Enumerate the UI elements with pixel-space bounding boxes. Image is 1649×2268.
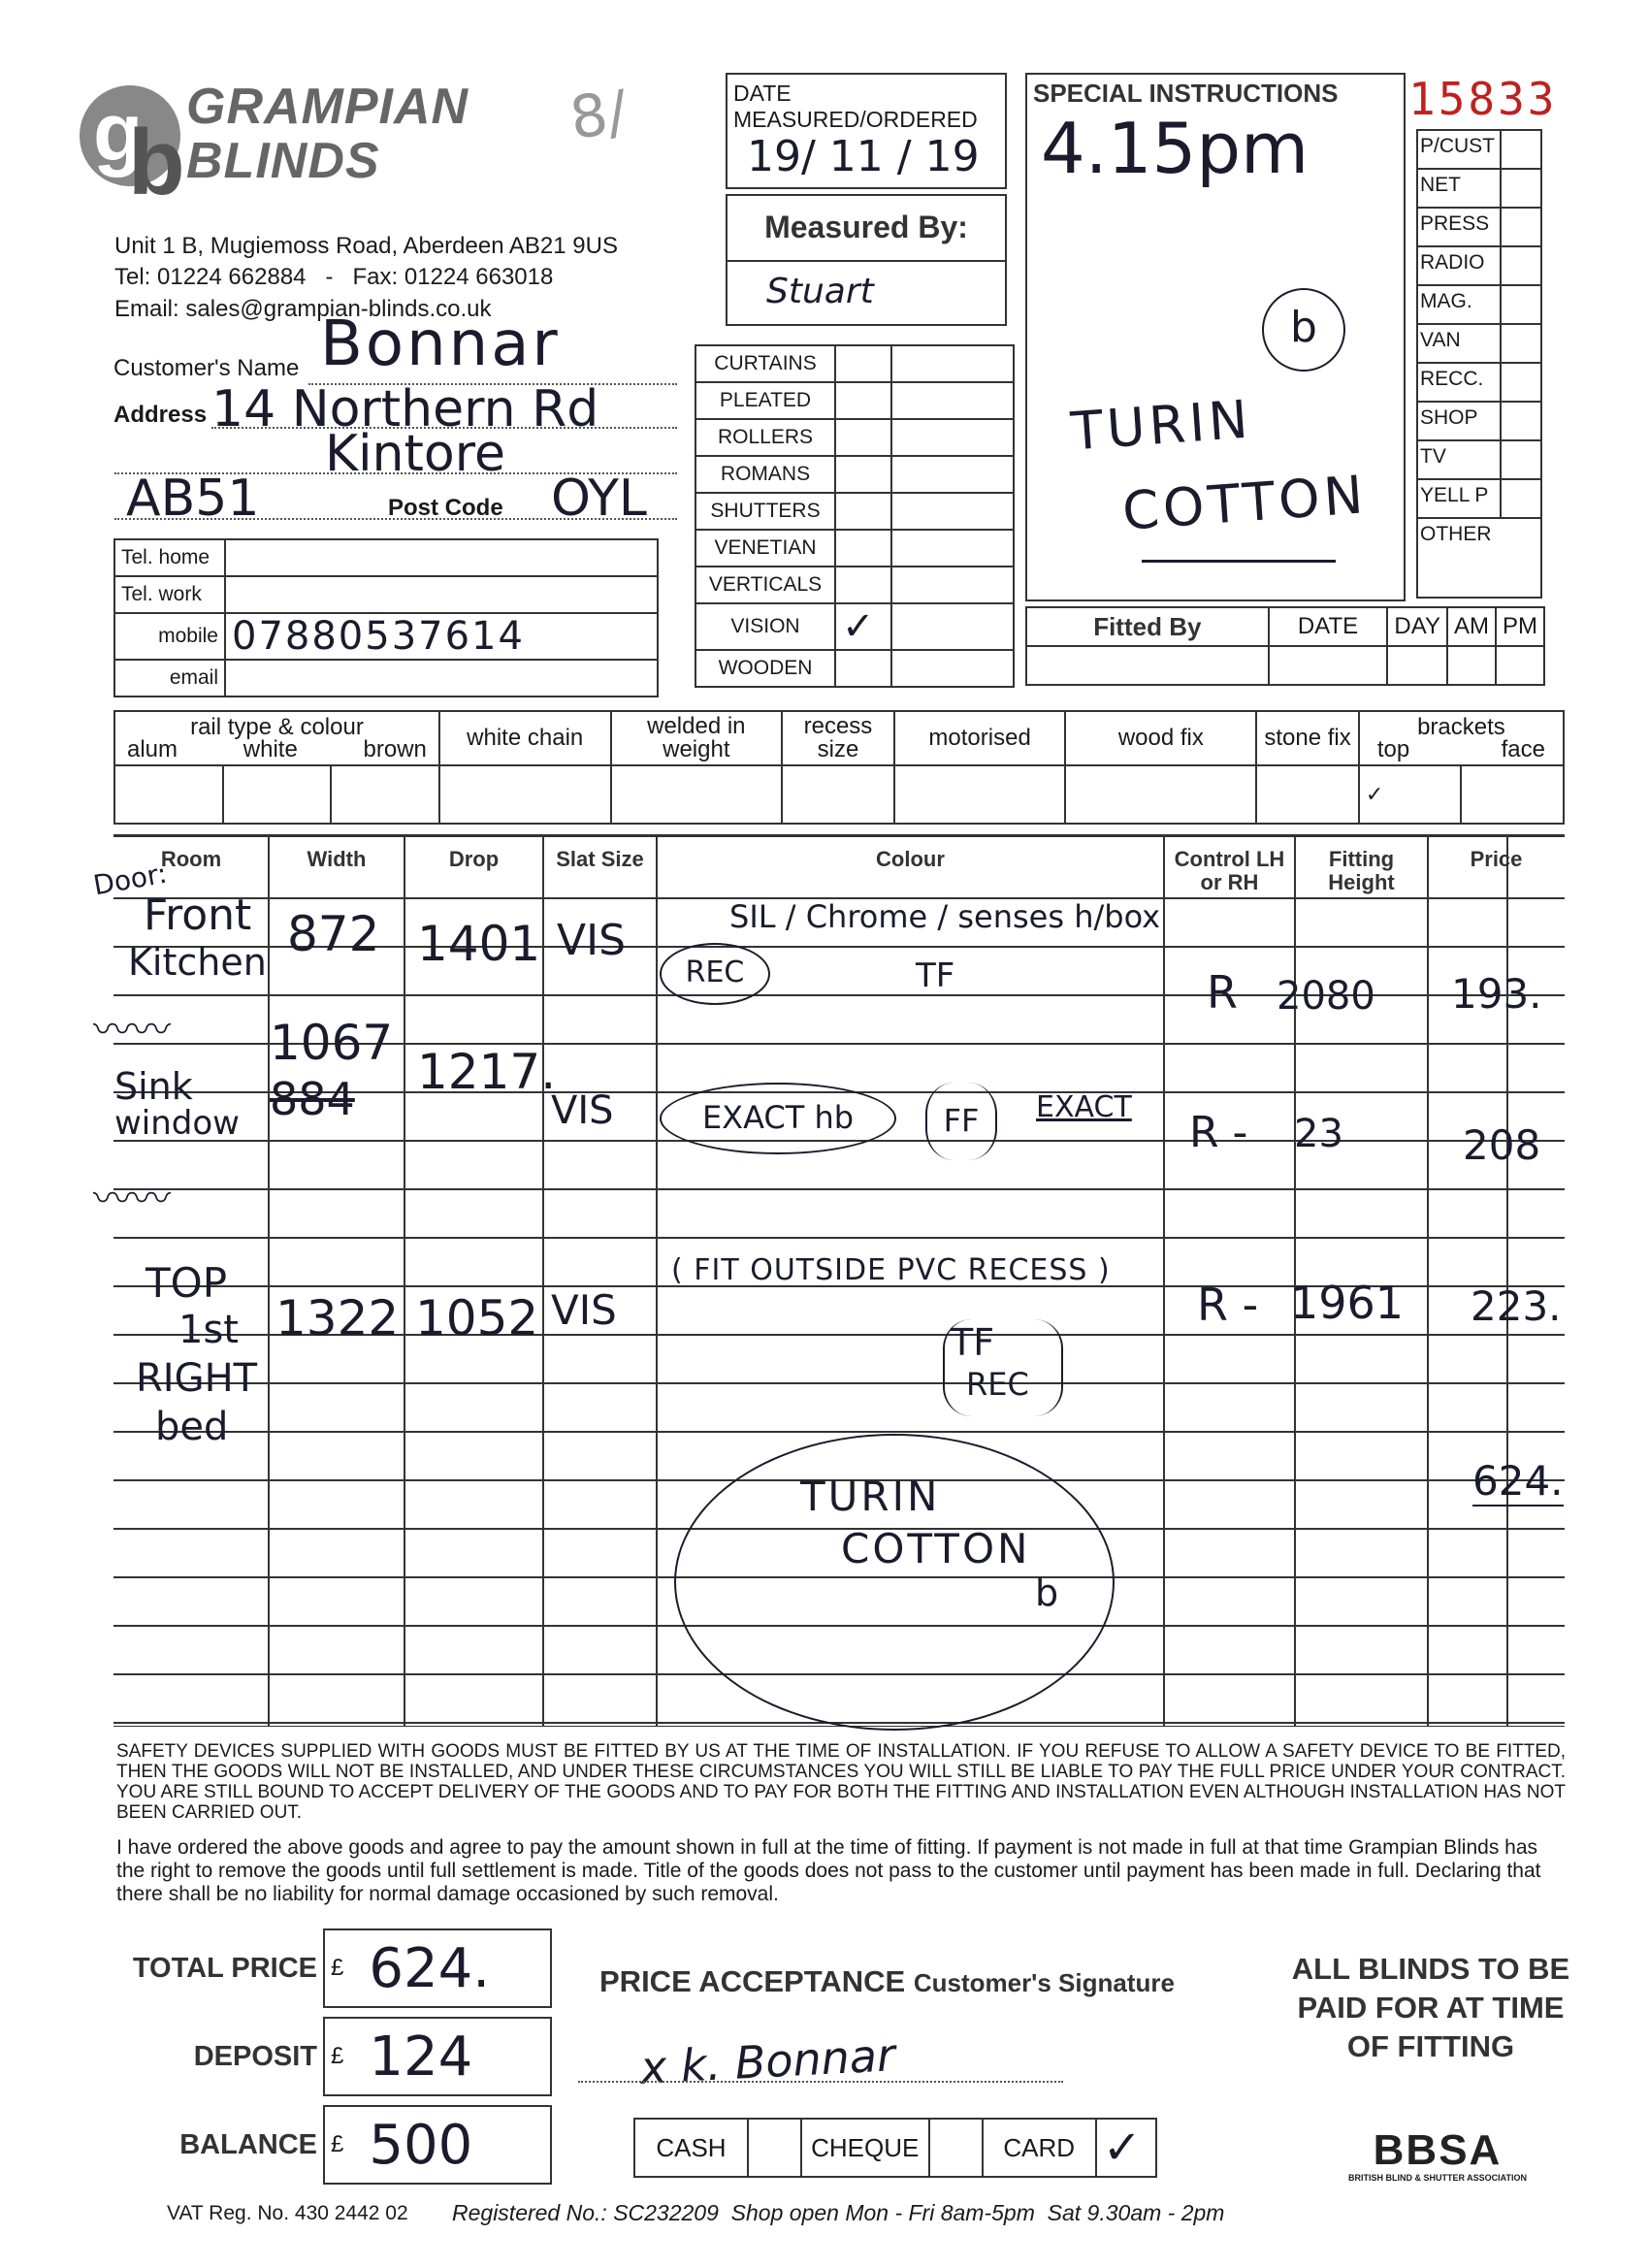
column-header: Width: [307, 847, 367, 871]
contact-label: mobile: [114, 613, 225, 660]
address-label: Address: [113, 402, 208, 428]
item3-room2: 1st: [178, 1308, 239, 1352]
source-item-box: [1502, 247, 1540, 284]
item2-price: 208: [1463, 1121, 1541, 1169]
source-item-box: [1502, 131, 1540, 168]
date-value: 19/ 11 / 19: [747, 132, 980, 181]
recess-label: recess size: [782, 711, 894, 765]
contact-label: Tel. home: [114, 539, 225, 576]
blind-type-mark: [835, 650, 891, 687]
acceptance-title: PRICE ACCEPTANCE: [599, 1964, 906, 1998]
item3-colour3: REC: [966, 1366, 1029, 1403]
options-table: [113, 710, 1565, 825]
blind-type-row: [695, 382, 1014, 419]
blind-type-label: ROMANS: [695, 456, 835, 493]
fitted-by-label: Fitted By: [1026, 607, 1269, 646]
item3-height: 1961: [1290, 1277, 1405, 1329]
item2-colour3: EXACT: [1036, 1090, 1132, 1124]
welded-label: welded in weight: [611, 711, 783, 765]
source-item-label: VAN: [1418, 325, 1502, 362]
item2-height: 23: [1294, 1112, 1343, 1156]
contact-label: Tel. work: [114, 576, 225, 613]
brackets-label: brackets: [1417, 714, 1505, 740]
fitted-day-label: DAY: [1387, 607, 1447, 646]
special-line2: COTTON: [1120, 464, 1370, 542]
stone-fix-label: stone fix: [1256, 711, 1359, 765]
blind-type-table: [695, 344, 1015, 688]
item2-width-crossed: 884: [270, 1073, 355, 1125]
special-instructions-label: SPECIAL INSTRUCTIONS: [1033, 79, 1339, 108]
source-item-label: NET: [1418, 170, 1502, 207]
blind-type-row: [695, 567, 1014, 603]
column-header: Colour: [876, 847, 945, 871]
item3-price: 223.: [1471, 1282, 1562, 1330]
payment-cheque-label: CHEQUE: [801, 2119, 929, 2177]
blind-type-label: VENETIAN: [695, 530, 835, 567]
column-header: Price: [1470, 847, 1523, 871]
brackets-top-label: top: [1376, 736, 1410, 762]
source-item-label: MAG.: [1418, 286, 1502, 323]
company-address: Unit 1 B, Mugiemoss Road, Aberdeen AB21 9US: [114, 233, 618, 259]
company-email: Email: sales@grampian-blinds.co.uk: [114, 296, 492, 322]
item2-drop: 1217.: [417, 1044, 557, 1100]
blind-type-extra: [891, 345, 1014, 382]
brackets-face-label: face: [1501, 736, 1545, 762]
source-item-box: [1502, 519, 1540, 597]
contact-row: [114, 660, 658, 697]
address-1: 14 Northern Rd: [211, 380, 599, 438]
company-logo: [80, 68, 186, 204]
item3-slat: VIS: [551, 1286, 617, 1334]
source-item-label: TV: [1418, 441, 1502, 478]
measured-by-box: [726, 194, 1007, 326]
item3-room1: TOP: [146, 1259, 228, 1307]
source-item: [1418, 209, 1540, 247]
source-item: [1418, 364, 1540, 403]
source-item-box: [1502, 170, 1540, 207]
blind-type-label: SHUTTERS: [695, 493, 835, 530]
postcode-prefix: AB51: [126, 470, 260, 528]
terms-safety: SAFETY DEVICES SUPPLIED WITH GOODS MUST BE FITTED BY US AT THE TIME OF INSTALLATION. IF YOU REFUSE TO ALLOW A SAFETY DEVICE TO BE FITTED, THEN THE GOODS WILL NOT BE INSTALLED, AND UNDER THESE CIRCUMSTANCES YOU WILL STILL BE LIABLE TO PAY THE FULL PRICE UNDER YOUR CONTRACT. YOU ARE STILL BOUND TO ACCEPT DELIVERY OF THE GOODS AND TO PAY FOR BOTH THE FITTING AND INSTALLATION EVEN ALTHOUGH INSTALLATION HAS NOT BEEN CARRIED OUT.: [116, 1741, 1566, 1823]
blind-type-extra: [891, 530, 1014, 567]
source-item-label: RADIO: [1418, 247, 1502, 284]
contact-value: 07880537614: [225, 613, 658, 660]
total-value: 624.: [369, 1936, 491, 2000]
fitted-pm-label: PM: [1496, 607, 1544, 646]
source-item-label: PRESS: [1418, 209, 1502, 245]
measured-by-value: Stuart: [766, 272, 874, 311]
column-header: Slat Size: [556, 847, 644, 871]
special-instructions-box: [1025, 73, 1406, 601]
svg-text:g: g: [93, 86, 144, 178]
blind-type-label: PLEATED: [695, 382, 835, 419]
payment-cash-label: CASH: [634, 2119, 748, 2177]
blind-type-extra: [891, 382, 1014, 419]
blind-type-label: WOODEN: [695, 650, 835, 687]
source-item-box: [1502, 364, 1540, 401]
fitted-by-table: [1025, 606, 1545, 686]
column-header: Drop: [448, 847, 500, 871]
total-row: [113, 2017, 569, 2096]
terms-agreement: I have ordered the above goods and agree to pay the amount shown in full at the time of fitting. If payment is not made in full at that time Grampian Blinds has the right to remove the goods until full settlement is made. Title of the goods does not pass to the customer until payment has been made in full. Declaring that there shall be no liability for normal damage occasioned by such removal.: [116, 1836, 1541, 1905]
source-list: [1416, 129, 1542, 599]
item2-control: R -: [1189, 1108, 1248, 1157]
oval-note-line3: b: [1035, 1571, 1059, 1614]
source-item: [1418, 131, 1540, 170]
total-label: BALANCE: [179, 2128, 317, 2160]
white-chain-label: white chain: [439, 711, 611, 765]
source-item: [1418, 403, 1540, 441]
special-circle-note: b: [1262, 288, 1345, 372]
source-item: [1418, 441, 1540, 480]
source-item-label: YELL P: [1418, 480, 1502, 517]
item1-height: 2080: [1277, 974, 1375, 1019]
blind-type-row: [695, 419, 1014, 456]
date-label: DATE MEASURED/ORDERED: [733, 81, 978, 132]
item1-slat: VIS: [557, 916, 627, 965]
total-currency: £: [331, 2131, 344, 2157]
oval-note-line1: TURIN: [800, 1473, 941, 1520]
item2-colour2: FF: [925, 1083, 997, 1160]
item1-drop: 1401: [417, 916, 541, 972]
totals: [113, 1928, 569, 2193]
postcode-suffix: OYL: [551, 470, 647, 528]
blind-type-mark: [835, 567, 891, 603]
special-time: 4.15pm: [1041, 108, 1310, 189]
contact-value: [225, 660, 658, 697]
oval-note-line2: COTTON: [841, 1525, 1031, 1572]
corner-scribble: 8/: [566, 78, 631, 153]
contact-value: [225, 539, 658, 576]
contact-value: [225, 576, 658, 613]
item3-room4: bed: [155, 1405, 229, 1449]
blind-type-extra: [891, 456, 1014, 493]
brackets-top-mark: ✓: [1359, 765, 1462, 824]
total-row: [113, 1928, 569, 2008]
source-item-box: [1502, 441, 1540, 478]
payment-table: [633, 2118, 1157, 2178]
item1-colour2: REC: [660, 943, 770, 1005]
blind-type-extra: [891, 650, 1014, 687]
blind-type-label: CURTAINS: [695, 345, 835, 382]
column-header: Room: [160, 847, 222, 871]
company-name-line1: GRAMPIAN: [186, 79, 469, 135]
bbsa-logo-text: BBSA: [1373, 2126, 1503, 2174]
blind-type-row: [695, 650, 1014, 687]
item3-colour2: TF: [951, 1321, 995, 1364]
blind-type-extra: [891, 419, 1014, 456]
source-item-box: [1502, 480, 1540, 517]
row-squiggle-2: 〰〰: [93, 1177, 171, 1221]
item3-control: R -: [1197, 1279, 1259, 1331]
source-item-box: [1502, 403, 1540, 439]
special-underline: [1142, 560, 1336, 563]
blind-type-mark: ✓: [835, 603, 891, 650]
contact-row: [114, 613, 658, 660]
blind-type-row: [695, 493, 1014, 530]
contact-label: email: [114, 660, 225, 697]
customer-name: Bonnar: [320, 308, 561, 380]
fitted-date-label: DATE: [1269, 607, 1388, 646]
rail-white-label: white: [242, 736, 298, 762]
total-row: [113, 2105, 569, 2185]
blind-type-label: ROLLERS: [695, 419, 835, 456]
item3-colour1: ( FIT OUTSIDE PVC RECESS ): [671, 1253, 1111, 1287]
blind-type-mark: [835, 382, 891, 419]
date-box: [726, 73, 1007, 189]
source-item-label: OTHER: [1420, 523, 1492, 545]
item3-drop: 1052: [415, 1290, 539, 1346]
item2-slat: VIS: [551, 1088, 614, 1133]
source-item-label: RECC.: [1418, 364, 1502, 401]
contact-table: [113, 538, 659, 697]
contact-row: [114, 576, 658, 613]
source-item-box: [1502, 286, 1540, 323]
rail-alum-label: alum: [127, 736, 178, 762]
contact-row: [114, 539, 658, 576]
rail-header: [114, 711, 439, 765]
column-header: Fitting Height: [1328, 847, 1395, 894]
svg-text:b: b: [128, 111, 185, 204]
blind-type-label: VERTICALS: [695, 567, 835, 603]
bbsa-sub: BRITISH BLIND & SHUTTER ASSOCIATION: [1348, 2173, 1527, 2183]
customer-name-label: Customer's Name: [113, 355, 300, 381]
item2-room1: Sink: [114, 1065, 193, 1108]
blind-type-mark: [835, 456, 891, 493]
oval-note: [674, 1434, 1115, 1731]
item2-colour1: EXACT hb: [660, 1083, 896, 1154]
row-squiggle-1: 〰〰: [93, 1008, 171, 1053]
motorised-label: motorised: [894, 711, 1066, 765]
total-box: [323, 2017, 552, 2096]
signature-line: [578, 2081, 1063, 2083]
items-header: [113, 836, 1565, 900]
item1-colour3: TF: [916, 956, 955, 995]
wood-fix-label: wood fix: [1065, 711, 1256, 765]
blind-type-mark: [835, 493, 891, 530]
item3-room3: RIGHT: [136, 1356, 258, 1401]
footer-vat: VAT Reg. No. 430 2442 02: [167, 2202, 408, 2224]
brackets-header: [1359, 711, 1564, 765]
total-label: DEPOSIT: [193, 2040, 317, 2072]
source-item: [1418, 247, 1540, 286]
item1-control: R: [1207, 966, 1238, 1019]
payment-card-label: CARD: [983, 2119, 1096, 2177]
subtotal: 624.: [1472, 1457, 1564, 1505]
source-item-label: SHOP: [1418, 403, 1502, 439]
footer-registered: Registered No.: SC232209 Shop open Mon - Fri 8am-5pm Sat 9.30am - 2pm: [452, 2200, 1225, 2225]
source-item: [1418, 519, 1540, 597]
company-tel-fax: Tel: 01224 662884 - Fax: 01224 663018: [114, 264, 554, 290]
blind-type-row: [695, 345, 1014, 382]
item1-room2: Kitchen: [128, 941, 267, 984]
blind-type-mark: [835, 345, 891, 382]
payment-notice: ALL BLINDS TO BE PAID FOR AT TIME OF FITTING: [1291, 1952, 1570, 2063]
rail-label: rail type & colour: [190, 714, 364, 740]
acceptance-sublabel: Customer's Signature: [913, 1968, 1175, 1997]
payment-card-mark: ✓: [1096, 2119, 1156, 2177]
total-currency: £: [331, 2043, 344, 2069]
total-box: [323, 1928, 552, 2008]
total-label: TOTAL PRICE: [132, 1952, 317, 1984]
source-item: [1418, 480, 1540, 519]
item1-width: 872: [287, 906, 380, 962]
address-2: Kintore: [325, 425, 505, 483]
source-item-box: [1502, 325, 1540, 362]
blind-type-row: [695, 530, 1014, 567]
item1-note: Door:: [90, 857, 170, 902]
postcode-label: Post Code: [388, 495, 503, 521]
measured-by-label: Measured By:: [728, 196, 1005, 262]
source-item: [1418, 286, 1540, 325]
form-number: 15833: [1408, 73, 1558, 125]
item1-price: 193.: [1451, 970, 1542, 1018]
company-name-line2: BLINDS: [186, 133, 380, 189]
acceptance-label: [599, 1964, 1175, 1999]
source-item-box: [1502, 209, 1540, 245]
total-currency: £: [331, 1955, 344, 1981]
item3-bracket: [943, 1319, 1063, 1416]
blind-type-label: VISION: [695, 603, 835, 650]
total-box: [323, 2105, 552, 2185]
rail-brown-label: brown: [363, 736, 427, 762]
column-header: Control LH or RH: [1174, 847, 1285, 894]
blind-type-mark: [835, 419, 891, 456]
customer-signature: x k. Bonnar: [638, 2028, 897, 2094]
item2-room2: window: [114, 1104, 240, 1143]
total-value: 124: [369, 2025, 473, 2089]
special-line1: TURIN: [1069, 388, 1254, 463]
item1-room1: Front: [144, 891, 252, 940]
fitted-am-label: AM: [1447, 607, 1496, 646]
blind-type-mark: [835, 530, 891, 567]
source-item-label: P/CUST: [1418, 131, 1502, 168]
total-value: 500: [369, 2113, 473, 2177]
blind-type-row: [695, 456, 1014, 493]
blind-type-extra: [891, 567, 1014, 603]
source-item: [1418, 170, 1540, 209]
bbsa-logo: [1321, 2128, 1554, 2183]
blind-type-row: [695, 603, 1014, 650]
blind-type-extra: [891, 493, 1014, 530]
blind-type-extra: [891, 603, 1014, 650]
item2-width: 1067: [270, 1015, 394, 1071]
source-item: [1418, 325, 1540, 364]
item3-width: 1322: [275, 1290, 400, 1346]
item1-colour1: SIL / Chrome / senses h/box: [729, 898, 1161, 935]
